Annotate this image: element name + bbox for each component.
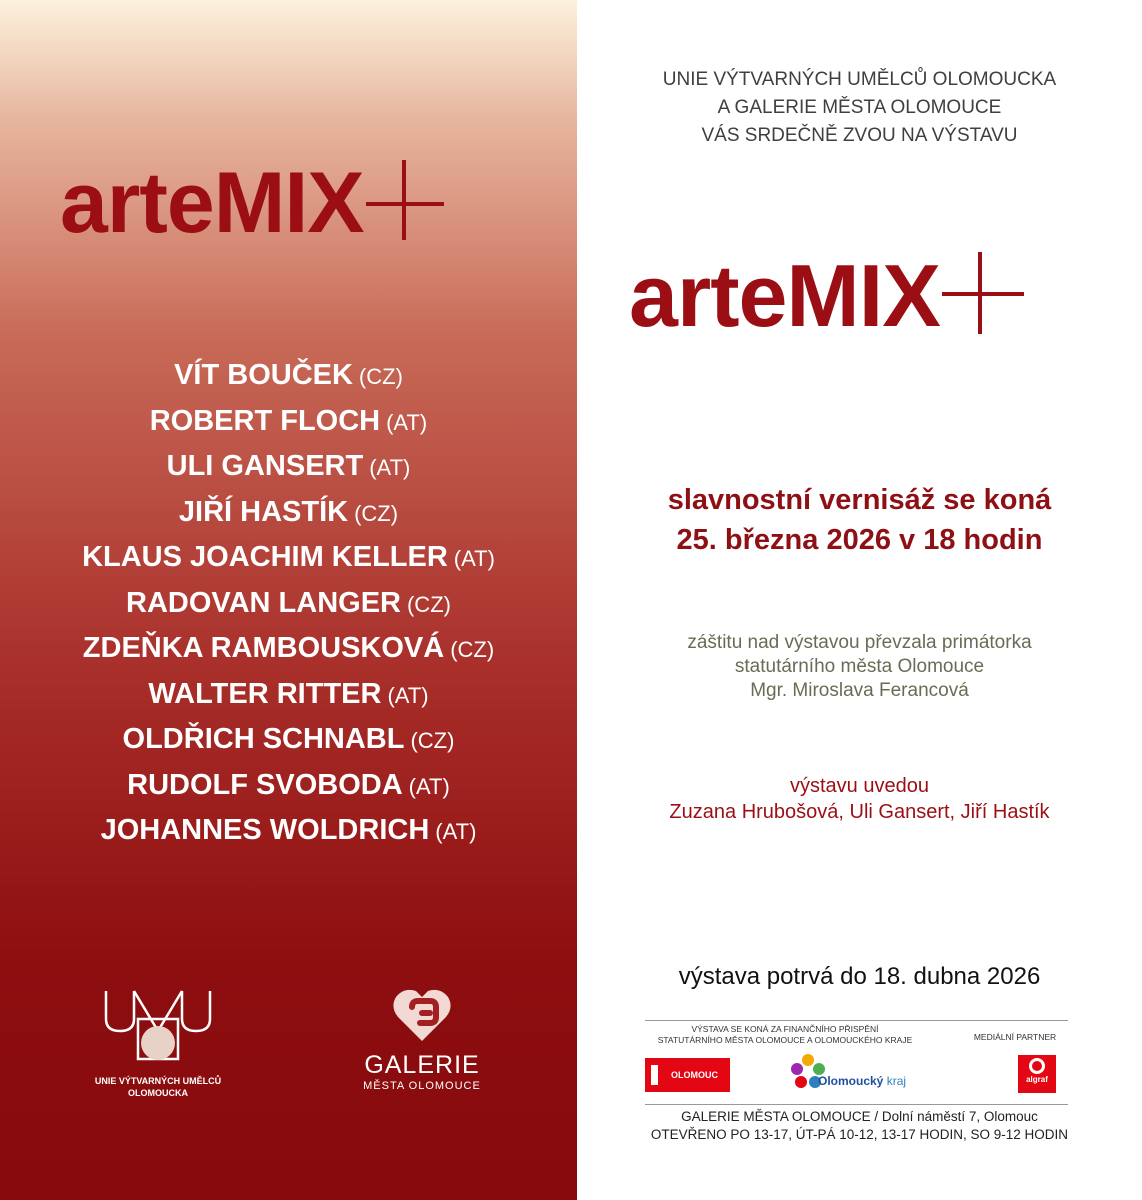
artist-item — [0, 807, 577, 853]
algraf-logo — [1018, 1055, 1056, 1093]
artist-name: KLAUS JOACHIM KELLER — [82, 541, 448, 573]
artist-item — [0, 398, 577, 444]
galerie-logo — [352, 985, 492, 1093]
patronage-line-1: záštitu nad výstavou převzala primátorka — [687, 632, 1032, 653]
artist-name: JOHANNES WOLDRICH — [100, 814, 430, 846]
olomouc-city-logo — [645, 1058, 730, 1092]
artist-item — [0, 671, 577, 717]
opening-hours: OTEVŘENO PO 13-17, ÚT-PÁ 10-12, 13-17 HODIN, SO 9-12 HODIN — [650, 1127, 1069, 1142]
artist-name: JIŘÍ HASTÍK — [178, 495, 349, 528]
artist-country: (CZ) — [406, 591, 451, 617]
sponsor-note-line-1: VÝSTAVA SE KONÁ ZA FINANČNÍHO PŘISPĚNÍ — [691, 1024, 879, 1034]
patronage-line-2: statutárního města Olomouce — [734, 656, 985, 677]
artist-country: (CZ) — [358, 364, 403, 389]
artist-country: (AT) — [386, 409, 428, 435]
divider — [645, 1104, 1068, 1105]
kraj-logo-bold: Olomoucký — [818, 1074, 884, 1088]
olomouc-logo-label: OLOMOUC — [671, 1070, 718, 1080]
introduced-by-label: výstavu uvedou — [790, 775, 929, 797]
algraf-ring-icon — [1029, 1058, 1045, 1074]
kraj-logo-light: kraj — [883, 1074, 907, 1088]
address-line: GALERIE MĚSTA OLOMOUCE / Dolní náměstí 7, Olomouc — [681, 1109, 1038, 1124]
artist-item — [0, 762, 577, 808]
uvu-caption-2: OLOMOUCKA — [128, 1088, 188, 1098]
artist-item — [0, 443, 577, 489]
patronage-line-3: Mgr. Miroslava Ferancová — [750, 680, 969, 701]
artist-item — [0, 534, 577, 580]
brand-text: arteMIX — [60, 155, 364, 251]
artist-item — [0, 489, 577, 535]
galerie-title: GALERIE — [364, 1051, 480, 1079]
artist-name: ULI GANSERT — [166, 450, 364, 482]
artist-country: (AT) — [369, 455, 411, 480]
opening-line-2: 25. března 2026 v 18 hodin — [676, 524, 1043, 556]
artist-country: (CZ) — [450, 637, 495, 662]
exhibition-title-left — [60, 155, 444, 251]
introduced-by-names: Zuzana Hrubošová, Uli Gansert, Jiří Hastík — [669, 801, 1050, 823]
artist-item — [0, 625, 577, 671]
opening-line-1: slavnostní vernisáž se koná — [667, 484, 1052, 516]
plus-icon — [942, 252, 1024, 334]
media-partner-label: MEDIÁLNÍ PARTNER — [973, 1032, 1057, 1042]
brand-text: arteMIX — [629, 246, 940, 345]
uvu-logo — [88, 985, 228, 1099]
artist-country: (AT) — [408, 773, 450, 799]
artist-country: (AT) — [435, 819, 477, 844]
uvu-monogram-icon — [98, 985, 218, 1065]
algraf-label: algraf — [1026, 1075, 1048, 1084]
artist-name: RUDOLF SVOBODA — [127, 768, 403, 801]
exhibition-duration: výstava potrvá do 18. dubna 2026 — [678, 963, 1041, 990]
uvu-caption-1: UNIE VÝTVARNÝCH UMĚLCŮ — [94, 1076, 222, 1086]
sponsor-note-line-2: STATUTÁRNÍHO MĚSTA OLOMOUCE A OLOMOUCKÉHO KRAJE — [657, 1035, 913, 1045]
olomouc-crest-icon — [651, 1065, 665, 1085]
artist-list — [0, 352, 577, 853]
artist-item — [0, 716, 577, 762]
exhibition-title-right — [629, 246, 1024, 345]
artist-name: RADOVAN LANGER — [126, 586, 401, 619]
intro-line-1: UNIE VÝTVARNÝCH UMĚLCŮ OLOMOUCKA — [662, 69, 1057, 90]
galerie-heart-icon — [390, 985, 454, 1045]
gallery-address — [577, 1108, 1142, 1144]
kraj-logo-text — [818, 1074, 906, 1088]
artist-name: OLDŘICH SCHNABL — [122, 723, 405, 755]
olomoucky-kraj-logo — [788, 1052, 918, 1092]
artist-country: (AT) — [453, 546, 495, 571]
artist-item — [0, 580, 577, 626]
plus-icon — [366, 160, 444, 240]
patronage-info — [577, 631, 1142, 703]
intro-line-2: A GALERIE MĚSTA OLOMOUCE — [717, 97, 1002, 118]
artist-name: ROBERT FLOCH — [149, 404, 381, 437]
divider — [645, 1020, 1068, 1021]
artist-country: (AT) — [387, 682, 429, 708]
artist-name: WALTER RITTER — [148, 677, 382, 710]
artist-country: (CZ) — [354, 500, 399, 526]
intro-line-3: VÁS SRDEČNĚ ZVOU NA VÝSTAVU — [701, 125, 1018, 146]
artist-item — [0, 352, 577, 398]
artist-name: ZDEŇKA RAMBOUSKOVÁ — [82, 632, 445, 664]
artist-country: (CZ) — [410, 728, 455, 753]
galerie-subtitle: MĚSTA OLOMOUCE — [363, 1080, 481, 1092]
opening-info — [577, 480, 1142, 560]
artist-name: VÍT BOUČEK — [174, 359, 353, 391]
introduced-by — [577, 773, 1142, 825]
invitation-intro — [577, 66, 1142, 150]
sponsor-note — [650, 1024, 920, 1046]
